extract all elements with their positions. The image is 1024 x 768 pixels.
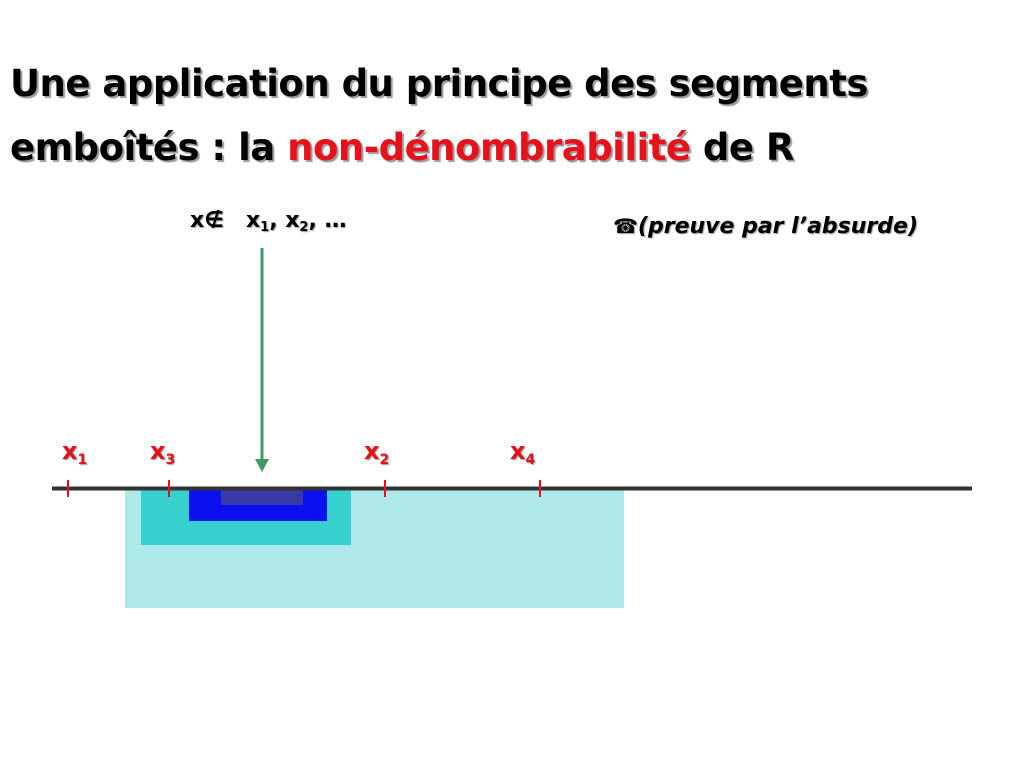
title-highlight: non-dénombrabilité: [287, 126, 691, 169]
sequence-x1-sub: 1: [260, 220, 270, 235]
sequence-x1: x: [245, 208, 261, 233]
segment-tiny: [221, 488, 303, 505]
point-label-x2: $x_2$: [364, 437, 390, 468]
statement-x: x: [190, 208, 205, 233]
arrow-head: [255, 459, 269, 472]
title-line-2-suffix: de R: [690, 126, 794, 169]
sequence-sep: ,: [269, 208, 286, 233]
sequence-tail: , …: [308, 208, 347, 233]
sequence-x2-sub: 2: [299, 220, 309, 235]
proof-note-text: (preuve par l’absurde): [637, 214, 919, 239]
title-line-2-prefix: emboîtés : la: [10, 126, 288, 169]
point-label-x3: $x_3$: [150, 437, 176, 468]
point-label-x1: $x_1$: [62, 437, 88, 468]
point-label-x4: $x_4$: [510, 437, 536, 468]
not-in-symbol: ∉: [204, 208, 224, 233]
title-line-1: Une application du principe des segments: [10, 62, 868, 105]
telephone-icon: ☎: [613, 214, 638, 238]
sequence-x2: x: [285, 208, 300, 233]
